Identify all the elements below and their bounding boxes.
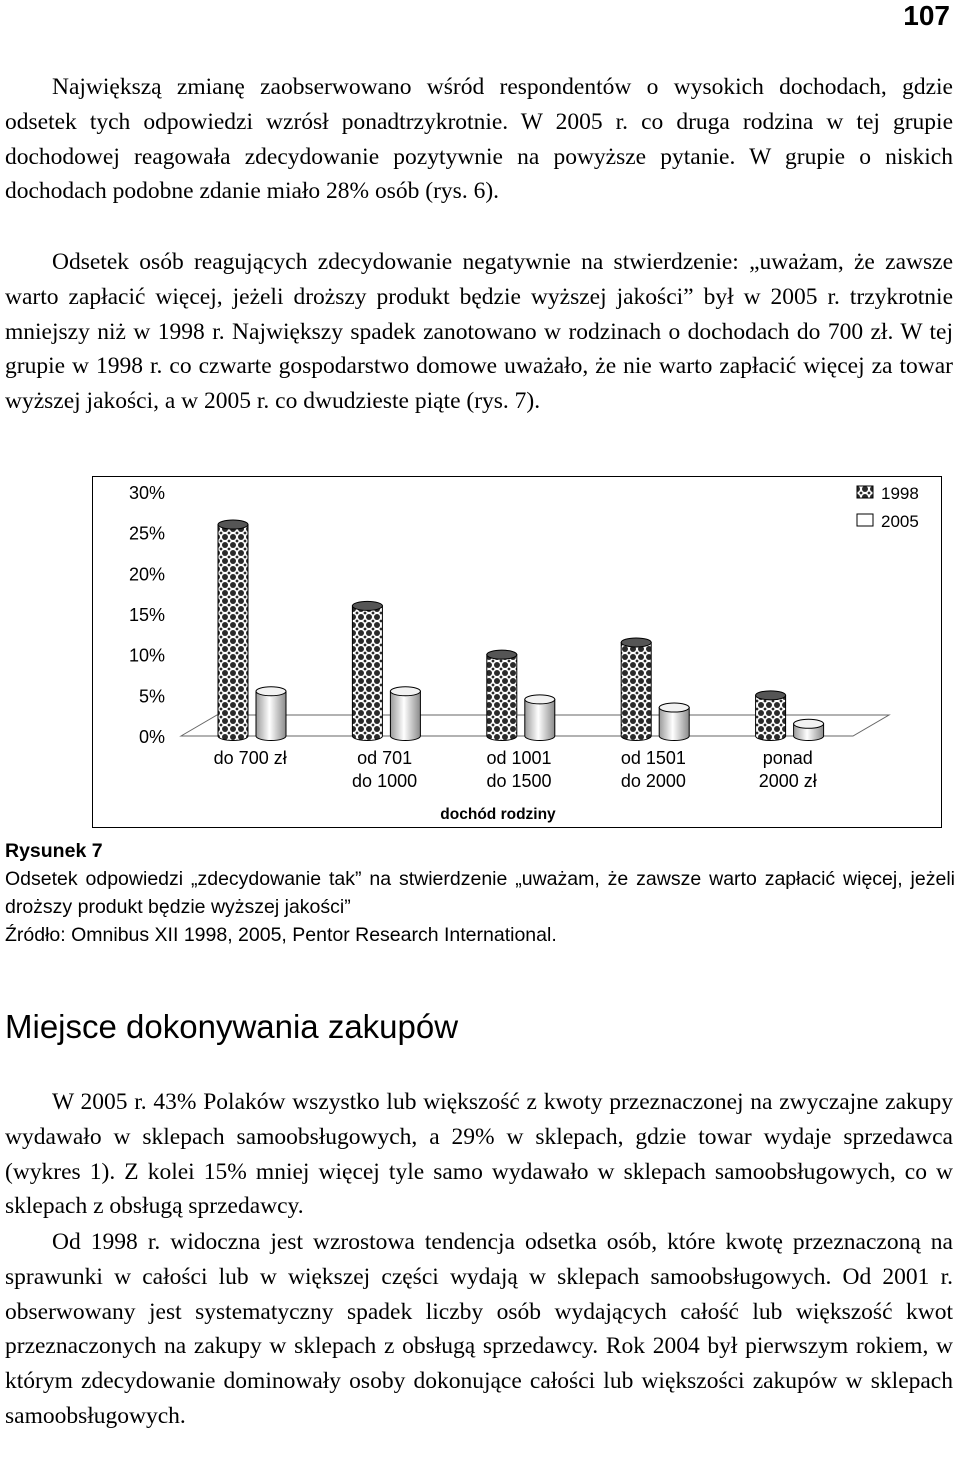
bar-1998-top [756,691,786,700]
bar-2005 [390,691,420,740]
bar-2005-top [794,719,824,728]
bar-1998-top [218,520,248,529]
x-category-label: od 701 [357,748,413,768]
x-category-label: 2000 zł [758,771,817,791]
y-tick-label: 10% [128,645,165,666]
figure-caption: Odsetek odpowiedzi „zdecydowanie tak” na stwierdzenie „uważam, że zawsze warto zapłacić więcej, jeżeli droższy produkt będzie wyższej jakości” [5,868,955,918]
section-heading: Miejsce dokonywania zakupów [5,1008,459,1045]
y-tick-label: 15% [128,605,165,625]
x-category-label: do 2000 [620,771,686,791]
legend-swatch-1998 [857,486,873,498]
bar-chart-svg [93,477,943,829]
bar-2005 [256,691,286,740]
x-category-label: do 700 zł [213,748,287,768]
bar-2005-top [256,687,286,696]
figure-source: Źródło: Omnibus XII 1998, 2005, Pentor Research International. [5,924,557,946]
bar-1998-top [621,638,651,647]
y-tick-label: 0% [138,727,165,747]
x-category-label: od 1001 [486,748,552,768]
bar-1998 [621,642,651,740]
bar-1998-top [352,601,382,610]
bar-1998 [756,695,786,740]
bar-2005-top [659,703,689,712]
x-category-label: ponad [762,748,813,768]
y-tick-label: 25% [128,523,165,544]
paragraph-4: Od 1998 r. widoczna jest wzrostowa tendencja odsetka osób, które kwotę przeznaczoną na sprawunki w całości lub w większej części wydają w sklepach samoobsługowych. Od 2001 r. obserwowany jest systematyczny spadek liczby osób wydających całość lub większość kwot przeznaczonych na zakupy w sklepach z obsługą sprzedawcy. Rok 2004 był pierwszym rokiem, w którym zdecydowanie dominowały osoby dokonujące całości lub większości zakupów w sklepach samoobsługowych. [5,1229,953,1429]
legend-label: 2005 [881,512,919,531]
paragraph-2: Odsetek osób reagujących zdecydowanie negatywnie na stwierdzenie: „uważam, że zawsze warto zapłacić więcej, jeżeli droższy produkt będzie wyższej jakości” był w 2005 r. trzykrotnie mniejszy niż w 1998 r. Największy spadek zanotowano w rodzinach o dochodach do 700 zł. W tej grupie w 1998 r. co czwarte gospodarstwo domowe uważało, że nie warto zapłacić więcej za towar wyższej jakości, a w 2005 r. co dwudzieste piąte (rys. 7). [5,249,953,415]
legend-label: 1998 [881,484,919,503]
figure-7-chart [92,476,942,828]
bar-2005-top [390,687,420,696]
x-category-label: do 1000 [352,771,418,791]
paragraph-3: W 2005 r. 43% Polaków wszystko lub większość z kwoty przeznaczonej na zwyczajne zakupy wydawało w sklepach samoobsługowych, a 29% w sklepach, gdzie towar wydaje sprzedawca (wykres 1). Z kolei 15% mniej więcej tyle samo wydawało w sklepach samoobsługowych, co w sklepach z obsługą sprzedawcy. [5,1089,953,1220]
bar-2005 [525,699,555,740]
y-tick-label: 5% [138,686,165,707]
bar-1998 [487,655,517,741]
bar-1998 [352,606,382,741]
paragraph-1: Największą zmianę zaobserwowano wśród respondentów o wysokich dochodach, gdzie odsetek tych odpowiedzi wzrósł ponadtrzykrotnie. W 2005 r. co druga rodzina w tej grupie dochodowej reagowała zdecydowanie pozytywnie na powyższe pytanie. W grupie o niskich dochodach podobne zdanie miało 28% osób (rys. 6). [5,74,953,205]
y-tick-label: 30% [128,483,165,503]
bar-1998 [218,525,248,741]
figure-label: Rysunek 7 [5,840,103,862]
legend-swatch-2005 [857,514,873,526]
x-category-label: od 1501 [620,748,686,768]
page-number: 107 [903,0,950,31]
bar-2005-top [525,695,555,704]
x-category-label: do 1500 [486,771,552,791]
x-axis-title: dochód rodziny [440,806,556,823]
y-tick-label: 20% [128,564,165,585]
bar-1998-top [487,650,517,659]
